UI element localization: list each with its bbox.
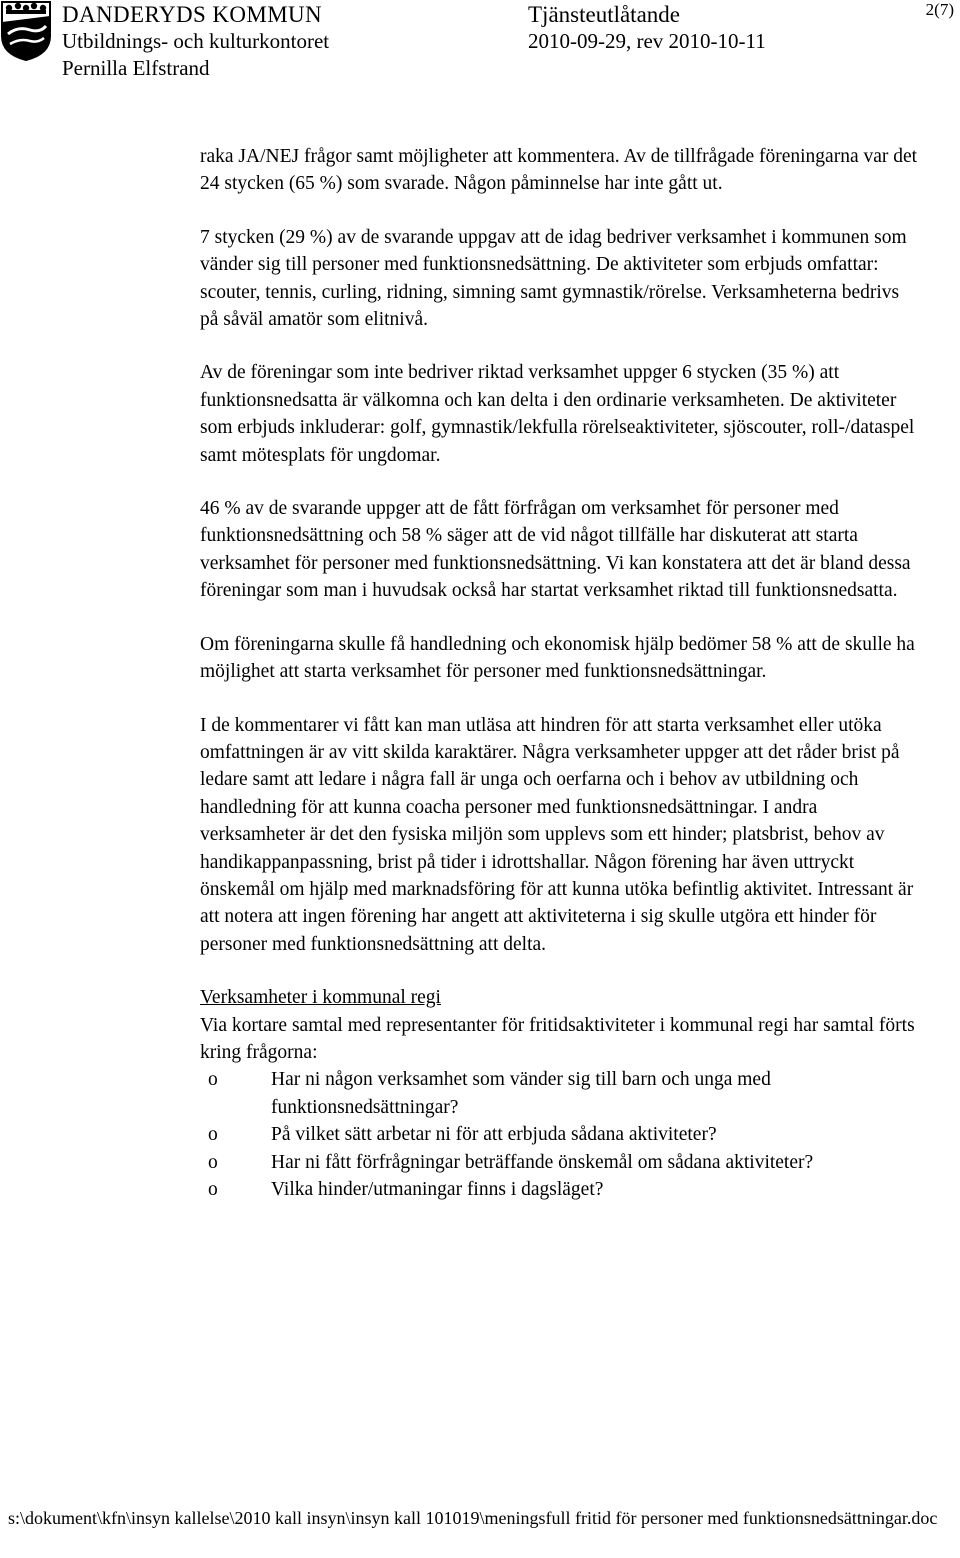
bullet-icon: o	[208, 1069, 218, 1091]
question-text: Vilka hinder/utmaningar finns i dagsläget?	[271, 1179, 604, 1200]
bullet-icon: o	[208, 1124, 218, 1146]
question-text: Har ni någon verksamhet som vänder sig till barn och unga med funktionsnedsättningar?	[271, 1069, 771, 1118]
list-item	[200, 1149, 922, 1176]
footer-file-path: s:\dokument\kfn\insyn kallelse\2010 kall insyn\insyn kall 101019\meningsfull fritid för personer med funktionsnedsättningar.doc	[8, 1508, 938, 1528]
question-list	[200, 1066, 922, 1203]
bullet-icon: o	[208, 1151, 218, 1173]
department-name: Utbildnings- och kulturkontoret	[62, 29, 330, 53]
document-date: 2010-09-29, rev 2010-10-11	[528, 29, 766, 53]
paragraph: Om föreningarna skulle få handledning och ekonomisk hjälp bedömer 58 % att de skulle ha möjlighet att starta verksamhet för personer med funktionsnedsättningar.	[200, 633, 915, 683]
paragraph: 46 % av de svarande uppger att de fått förfrågan om verksamhet för personer med funktionsnedsättning och 58 % säger att de vid något tillfälle har diskuterat att starta verksamhet för personer med funktionsnedsättning. Vi kan konstatera att det är bland dessa föreningar som man i huvudsak också har startat verksamhet riktad till funktionsnedsatta.	[200, 498, 911, 602]
list-item	[200, 1066, 922, 1121]
document-body	[200, 143, 922, 1203]
paragraph: raka JA/NEJ frågor samt möjligheter att kommentera. Av de tillfrågade föreningarna var det 24 stycken (65 %) som svarade. Någon påminnelse har inte gått ut.	[200, 146, 918, 195]
paragraph: 7 stycken (29 %) av de svarande uppgav att de idag bedriver verksamhet i kommunen som vänder sig till personer med funktionsnedsättning. De aktiviteter som erbjuds omfattar: scouter, tennis, curling, ridning, simning samt gymnastik/rörelse. Verksamheterna bedrivs på såväl amatör som elitnivå.	[200, 226, 907, 331]
paragraph: I de kommentarer vi fått kan man utläsa att hindren för att starta verksamhet eller utöka omfattningen är av vitt skilda karaktärer. Några verksamheter uppger att det råder brist på ledare samt att ledare i några fall är unga och oerfarna och i behov av utbildning och handledning för att kunna coacha personer med funktionsnedsättningar. I andra verksamheter är det den fysiska miljön som upplevs som ett hinder; platsbrist, behov av handikappanpassning, brist på tider i idrottshallar. Någon förening har även uttryckt önskemål om hjälp med marknadsföring för att kunna utöka befintlig aktivitet. Intressant är att notera att ingen förening har angett att aktiviteterna i sig skulle utgöra ett hinder för personer med funktionsnedsättning att delta.	[200, 714, 914, 955]
organization-name: DANDERYDS KOMMUN	[62, 2, 323, 27]
document-type: Tjänsteutlåtande	[528, 2, 680, 27]
letterhead-right	[528, 1, 766, 55]
paragraph: Av de föreningar som inte bedriver riktad verksamhet uppger 6 stycken (35 %) att funktionsnedsatta är välkomna och kan delta i den ordinarie verksamheten. De aktiviteter som erbjuds inkluderar: golf, gymnastik/lekfulla rörelseaktiviteter, sjöscouter, roll-/dataspel samt mötesplats för ungdomar.	[200, 362, 915, 466]
letterhead-left	[62, 1, 329, 82]
author-name: Pernilla Elfstrand	[62, 56, 210, 80]
list-item	[200, 1176, 922, 1203]
question-text: Har ni fått förfrågningar beträffande önskemål om sådana aktiviteter?	[271, 1151, 814, 1173]
page-number: 2(7)	[925, 0, 954, 19]
section-heading: Verksamheter i kommunal regi	[200, 987, 441, 1009]
section-intro: Via kortare samtal med representanter för fritidsaktiviteter i kommunal regi har samtal förts kring frågorna:	[200, 1014, 915, 1063]
list-item	[200, 1121, 922, 1148]
bullet-icon: o	[208, 1179, 218, 1200]
municipality-logo	[0, 0, 52, 62]
question-text: På vilket sätt arbetar ni för att erbjuda sådana aktiviteter?	[271, 1124, 717, 1146]
